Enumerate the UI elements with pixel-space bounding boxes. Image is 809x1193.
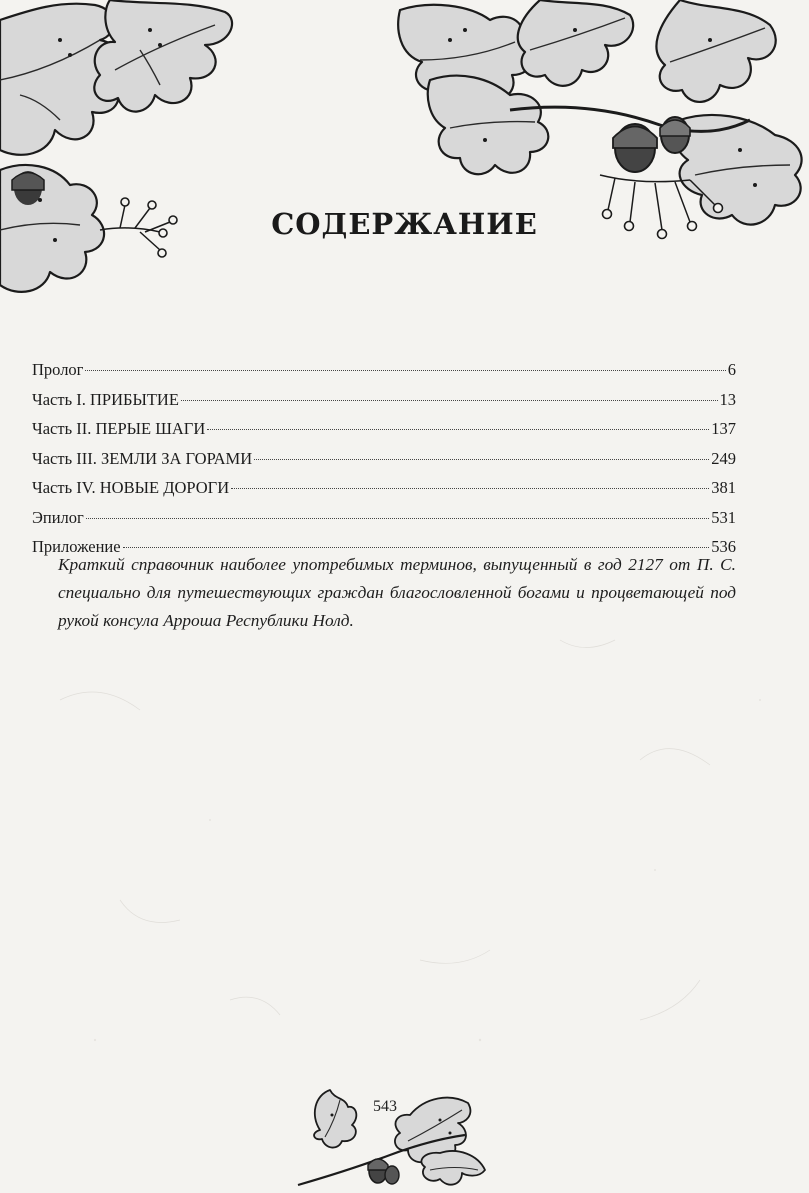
toc-entry-label: Часть III. ЗЕМЛИ ЗА ГОРАМИ (32, 448, 253, 468)
toc-entry-page: 531 (711, 507, 736, 527)
toc-entry-label: Пролог (32, 360, 84, 379)
toc-entry-page: 137 (711, 419, 736, 438)
toc-leader-dots (231, 487, 709, 489)
toc-entry-part-1[interactable] (32, 385, 736, 415)
page-number: 543 (373, 1098, 397, 1115)
toc-entry-part-3[interactable] (32, 444, 736, 474)
toc-entry-label: Приложение (32, 537, 121, 556)
toc-entry-part-2[interactable] (32, 414, 736, 444)
toc-entry-page: 6 (727, 360, 736, 379)
table-of-contents (32, 355, 736, 562)
toc-leader-dots (86, 517, 709, 519)
toc-entry-label: Часть IV. НОВЫЕ ДОРОГИ (32, 478, 230, 497)
page-title: СОДЕРЖАНИЕ (271, 207, 538, 242)
toc-entry-label: Часть II. ПЕРЫЕ ШАГИ (32, 419, 206, 438)
appendix-description: Краткий справочник наиболее употребимых терминов, выпущенный в год 2127 от П. С. специально для путешествующих граждан благословленной богами и процветающей под рукой консула Арроша Республики Нолд. (58, 555, 736, 630)
oak-leaves-acorn-icon (0, 0, 240, 300)
toc-entry-prologue[interactable] (32, 355, 736, 385)
toc-entry-page: 249 (711, 448, 736, 468)
toc-entry-epilogue[interactable] (32, 503, 736, 533)
oak-sprig-acorn-icon (290, 1075, 500, 1193)
toc-leader-dots (85, 369, 725, 371)
toc-entry-page: 536 (711, 537, 736, 556)
toc-entry-page: 381 (711, 478, 736, 497)
toc-leader-dots (123, 546, 710, 548)
toc-leader-dots (207, 428, 709, 430)
toc-entry-part-4[interactable] (32, 473, 736, 503)
toc-leader-dots (181, 399, 718, 401)
toc-leader-dots (254, 458, 709, 460)
toc-entry-label: Часть I. ПРИБЫТИЕ (32, 389, 179, 409)
toc-entry-label: Эпилог (32, 507, 84, 527)
toc-entry-page: 13 (719, 389, 736, 409)
